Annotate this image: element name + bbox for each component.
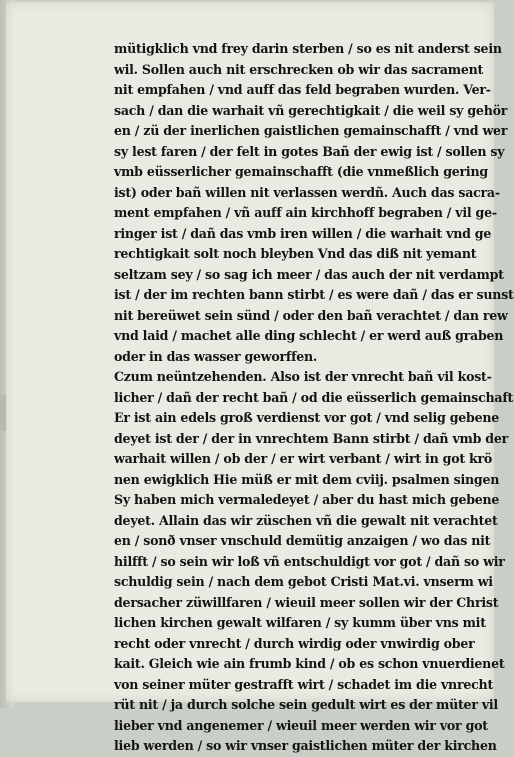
- text-line: recht oder vnrecht / durch wirdig oder vnwirdig ober: [114, 635, 475, 651]
- text-line: licher / dañ der recht bañ / od die eüsserlich gemainschaft: [114, 389, 514, 405]
- text-line: vnd laid / machet alle ding schlecht / er werd auß graben: [114, 328, 504, 343]
- text-line: mütigklich vnd frey darin sterben / so es nit anderst sein: [114, 41, 502, 56]
- text-line: deyet ist der / der in vnrechtem Bann stirbt / dañ vmb der: [114, 430, 509, 446]
- text-line: nit bereüwet sein sünd / oder den bañ verachtet / dan rew: [114, 307, 508, 323]
- text-line: Er ist ain edels groß verdienst vor got / vnd selig gebene: [114, 410, 500, 425]
- text-line: lieb werden / so wir vnser gaistlichen müter der kirchen: [114, 738, 497, 753]
- text-line: vmb eüsserlicher gemainschafft (die vnmeßlich gering: [114, 164, 488, 179]
- text-line: lieber vnd angenemer / wieuil meer werden wir vor got: [114, 717, 488, 733]
- text-line: nen ewigklich Hie müß er mit dem cviij. psalmen singen: [114, 471, 500, 487]
- text-line: rüt nit / ja durch solche sein gedult wirt es der müter vil: [114, 697, 498, 712]
- text-line: hilfft / so sein wir loß vñ entschuldigt vor got / dañ so wir: [114, 553, 505, 569]
- text-line: von seiner müter gestrafft wirt / schadet im die vnrecht: [114, 676, 494, 692]
- text-line: en / zü der inerlichen gaistlichen gemainschafft / vnd wer: [114, 123, 508, 138]
- text-line: Sy haben mich vermaledeyet / aber du hast mich gebene: [114, 492, 500, 507]
- text-line: ist) oder bañ willen nit verlassen werdñ. Auch das sacra-: [114, 184, 500, 200]
- text-line: ist / der im rechten bann stirbt / es were dañ / das er sunst: [114, 287, 514, 302]
- text-line: oder in das wasser geworffen.: [114, 348, 318, 364]
- text-line: kait. Gleich wie ain frumb kind / ob es schon vnuerdienet: [114, 656, 505, 671]
- document-page: [6, 2, 514, 753]
- text-line: Czum neüntzehenden. Also ist der vnrecht bañ vil kost-: [114, 369, 492, 384]
- text-line: dersacher züwillfaren / wieuil meer sollen wir der Christ: [114, 594, 499, 610]
- text-line: ment empfahen / vñ auff ain kirchhoff begraben / vil ge-: [114, 205, 497, 220]
- text-line: ringer ist / dañ das vmb iren willen / die warhait vnd ge: [114, 225, 492, 241]
- text-line: en / sonð vnser vnschuld demütig anzaigen / wo das nit: [114, 533, 491, 548]
- text-line: nit empfahen / vnd auff das feld begraben wurden. Ver-: [114, 82, 491, 97]
- text-line: seltzam sey / so sag ich meer / das auch der nit verdampt: [114, 266, 504, 282]
- text-line: sach / dan die warhait vñ gerechtigkait / die weil sy gehör: [114, 102, 508, 118]
- text-line: wil. Sollen auch nit erschrecken ob wir das sacrament: [114, 61, 484, 77]
- text-block: [114, 39, 514, 757]
- text-line: warhait willen / ob der / er wirt verbant / wirt in got krö: [114, 451, 493, 466]
- text-line: sy lest faren / der felt in gotes Bañ der ewig ist / sollen sy: [114, 143, 505, 159]
- text-line: lichen kirchen gewalt wilfaren / sy kumm über vns mit: [114, 615, 486, 630]
- text-line: deyet. Allain das wir züschen vñ die gewalt nit verachtet: [114, 512, 498, 528]
- text-line: rechtigkait solt noch bleyben Vnd das diß nit yemant: [114, 246, 477, 261]
- text-line: schuldig sein / nach dem gebot Cristi Mat.vi. vnserm wi: [114, 574, 493, 589]
